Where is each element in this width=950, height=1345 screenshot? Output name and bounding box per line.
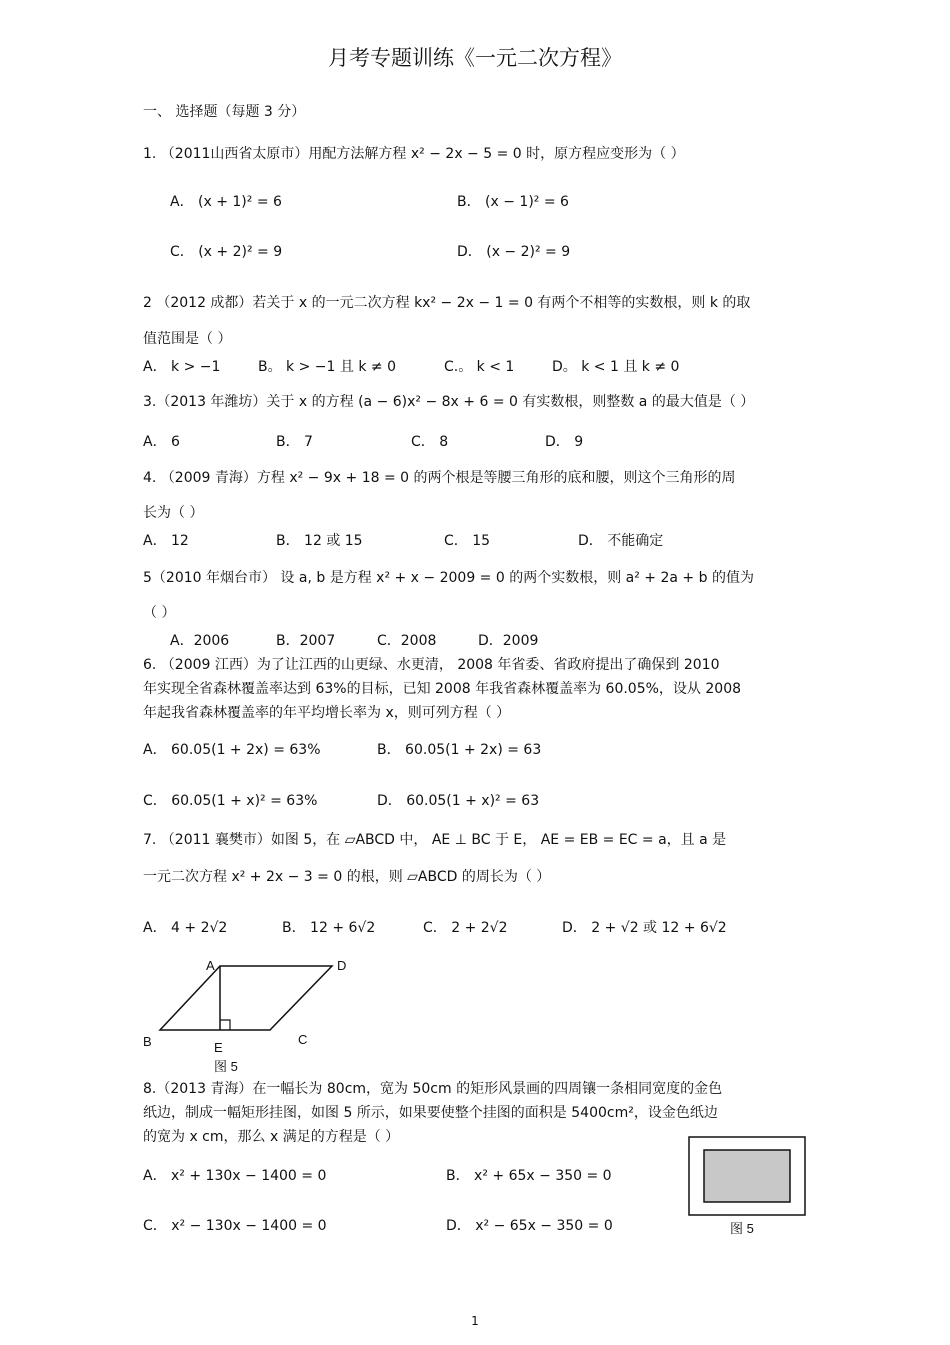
q8-option-c: C． x² − 130x − 1400 = 0 <box>143 1218 327 1234</box>
page-number: 1 <box>471 1314 479 1328</box>
q6-option-a: A． 60.05(1 + 2x) = 63% <box>143 742 321 758</box>
q1-stem: 1. （2011山西省太原市）用配方法解方程 x² − 2x − 5 = 0 时，原方程应变形为（ ） <box>143 146 685 162</box>
q4-stem-line2: 长为（ ） <box>143 505 204 521</box>
page-title: 月考专题训练《一元二次方程》 <box>328 46 622 70</box>
q7-option-b: B． 12 + 6√2 <box>282 920 376 936</box>
q6-stem-line2: 年实现全省森林覆盖率达到 63%的目标，已知 2008 年我省森林覆盖率为 60.05%，设从 2008 <box>143 681 742 697</box>
q2-option-b: B。 k > −1 且 k ≠ 0 <box>258 359 396 375</box>
q7-stem-line1: 7. （2011 襄樊市）如图 5，在 ▱ABCD 中， AE ⊥ BC 于 E， AE = EB = EC = a，且 a 是 <box>143 832 727 848</box>
q1-option-d: D． (x − 2)² = 9 <box>457 244 571 260</box>
q3-option-d: D． 9 <box>545 434 584 450</box>
q4-option-c: C． 15 <box>444 533 491 549</box>
figure-label-b: B <box>143 1034 152 1049</box>
q5-option-a: A．2006 <box>170 633 230 649</box>
figure-label-d: D <box>337 958 347 973</box>
figure-label-c: C <box>298 1032 308 1047</box>
q1-option-c: C． (x + 2)² = 9 <box>170 244 283 260</box>
q3-option-c: C． 8 <box>411 434 449 450</box>
q6-stem-line3: 年起我省森林覆盖率的年平均增长率为 x，则可列方程（ ） <box>143 705 511 721</box>
figure-label-a: A <box>206 958 215 973</box>
q8-stem-line3: 的宽为 x cm，那么 x 满足的方程是（ ） <box>143 1129 400 1145</box>
q3-stem: 3.（2013 年潍坊）关于 x 的方程 (a − 6)x² − 8x + 6 = 0 有实数根，则整数 a 的最大值是（ ） <box>143 394 755 410</box>
framed-picture-figure <box>688 1136 806 1216</box>
q5-option-b: B．2007 <box>276 633 336 649</box>
q2-option-c: C.。 k < 1 <box>444 359 515 375</box>
q1-option-b: B． (x − 1)² = 6 <box>457 194 569 210</box>
q5-stem-line2: （ ） <box>143 605 176 621</box>
q5-option-d: D．2009 <box>478 633 539 649</box>
q3-option-b: B． 7 <box>276 434 313 450</box>
q5-option-c: C．2008 <box>377 633 437 649</box>
figure-label-e: E <box>214 1040 223 1055</box>
q7-stem-line2: 一元二次方程 x² + 2x − 3 = 0 的根，则 ▱ABCD 的周长为（ ） <box>143 869 551 885</box>
q2-stem-line2: 值范围是（ ） <box>143 331 232 347</box>
parallelogram-figure <box>150 958 360 1038</box>
q8-stem-line1: 8.（2013 青海）在一幅长为 80cm，宽为 50cm 的矩形风景画的四周镶一条相同宽度的金色 <box>143 1081 723 1097</box>
q1-option-a: A． (x + 1)² = 6 <box>170 194 282 210</box>
figure-caption: 图 5 <box>214 1059 238 1074</box>
q7-option-a: A． 4 + 2√2 <box>143 920 228 936</box>
q2-option-a: A． k > −1 <box>143 359 221 375</box>
q2-option-d: D。 k < 1 且 k ≠ 0 <box>552 359 680 375</box>
frame-figure-caption: 图 5 <box>730 1221 754 1236</box>
q4-option-a: A． 12 <box>143 533 189 549</box>
q4-option-d: D． 不能确定 <box>578 533 664 549</box>
q4-option-b: B． 12 或 15 <box>276 533 363 549</box>
q8-option-d: D． x² − 65x − 350 = 0 <box>446 1218 613 1234</box>
q6-option-c: C． 60.05(1 + x)² = 63% <box>143 793 318 809</box>
section-heading: 一、 选择题（每题 3 分） <box>143 104 306 120</box>
q4-stem-line1: 4. （2009 青海）方程 x² − 9x + 18 = 0 的两个根是等腰三角形的底和腰，则这个三角形的周 <box>143 470 736 486</box>
q6-option-b: B． 60.05(1 + 2x) = 63 <box>377 742 542 758</box>
q6-option-d: D． 60.05(1 + x)² = 63 <box>377 793 540 809</box>
q6-stem-line1: 6. （2009 江西）为了让江西的山更绿、水更清， 2008 年省委、省政府提出了确保到 2010 <box>143 657 720 673</box>
q8-option-b: B． x² + 65x − 350 = 0 <box>446 1168 612 1184</box>
q7-option-d: D． 2 + √2 或 12 + 6√2 <box>562 920 727 936</box>
q8-stem-line2: 纸边，制成一幅矩形挂图，如图 5 所示，如果要使整个挂图的面积是 5400cm²，设金色纸边 <box>143 1105 718 1121</box>
q8-option-a: A． x² + 130x − 1400 = 0 <box>143 1168 327 1184</box>
q5-stem-line1: 5（2010 年烟台市） 设 a, b 是方程 x² + x − 2009 = 0 的两个实数根，则 a² + 2a + b 的值为 <box>143 570 754 586</box>
q3-option-a: A． 6 <box>143 434 180 450</box>
q7-option-c: C． 2 + 2√2 <box>423 920 508 936</box>
q2-stem-line1: 2 （2012 成都）若关于 x 的一元二次方程 kx² − 2x − 1 = 0 有两个不相等的实数根，则 k 的取 <box>143 295 751 311</box>
